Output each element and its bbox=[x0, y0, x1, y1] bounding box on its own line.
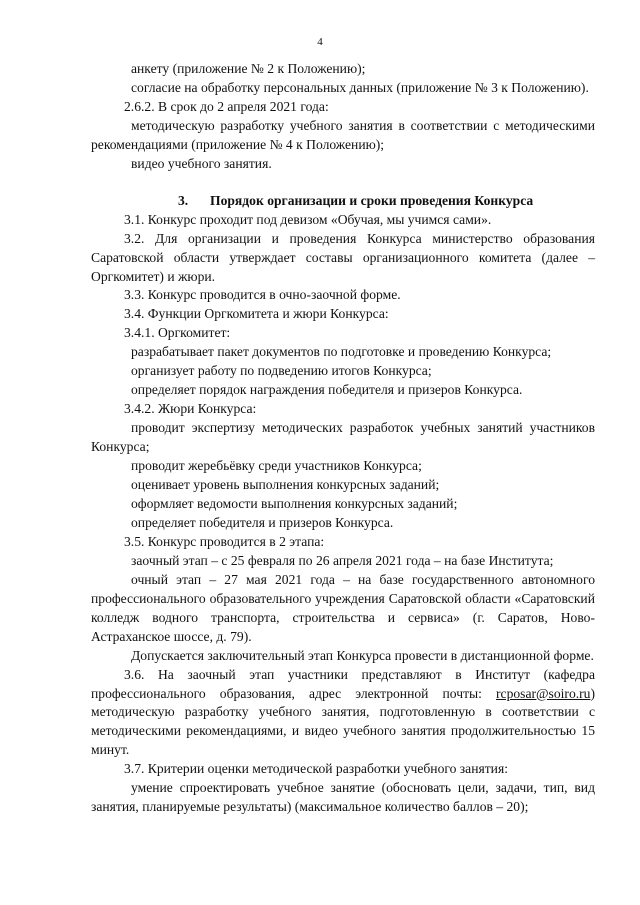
paragraph: 2.6.2. В срок до 2 апреля 2021 года: bbox=[124, 98, 329, 114]
paragraph: Допускается заключительный этап Конкурса провести в дистанционной форме. bbox=[131, 647, 594, 663]
paragraph: очный этап – 27 мая 2021 года – на базе государственного автономного профессионального образовательного учреждения Саратовской области «Саратовский колледж водного транспорта, строительства и сервиса» (г. Саратов, Ново-Астраханское шоссе, д. 79). bbox=[91, 571, 595, 644]
paragraph: определяет порядок награждения победителя и призеров Конкурса. bbox=[131, 382, 523, 398]
paragraph: определяет победителя и призеров Конкурса. bbox=[131, 514, 394, 530]
paragraph: оценивает уровень выполнения конкурсных заданий; bbox=[131, 477, 440, 493]
paragraph: 3.3. Конкурс проводится в очно-заочной форме. bbox=[124, 287, 401, 303]
paragraph: 3.1. Конкурс проходит под девизом «Обучая, мы учимся сами». bbox=[124, 211, 492, 227]
paragraph: 3.4.1. Оргкомитет: bbox=[124, 325, 231, 341]
paragraph: разрабатывает пакет документов по подготовке и проведению Конкурса; bbox=[131, 344, 552, 360]
section-heading-title: Порядок организации и сроки проведения Конкурса bbox=[210, 192, 534, 208]
page-number: 4 bbox=[317, 36, 323, 48]
section-heading bbox=[91, 192, 595, 211]
section-heading-number: 3. bbox=[178, 192, 189, 208]
paragraph-3-6 bbox=[91, 666, 595, 761]
paragraph: 3.4.2. Жюри Конкурса: bbox=[124, 401, 257, 417]
paragraph: проводит экспертизу методических разработок учебных занятий участников Конкурса; bbox=[91, 420, 595, 455]
paragraph: 3.7. Критерии оценки методической разработки учебного занятия: bbox=[124, 761, 508, 777]
page-content bbox=[91, 60, 595, 817]
paragraph: проводит жеребьёвку среди участников Конкурса; bbox=[131, 458, 422, 474]
paragraph: организует работу по подведению итогов Конкурса; bbox=[131, 363, 432, 379]
paragraph: заочный этап – с 25 февраля по 26 апреля 2021 года – на базе Института; bbox=[131, 552, 554, 568]
paragraph: 3.2. Для организации и проведения Конкурса министерство образования Саратовской области утверждает составы организационного комитета (далее – Оргкомитет) и жюри. bbox=[91, 230, 595, 284]
paragraph: оформляет ведомости выполнения конкурсных заданий; bbox=[131, 495, 458, 511]
paragraph: методическую разработку учебного занятия в соответствии с методическими рекомендациями (приложение № 4 к Положению); bbox=[91, 117, 595, 152]
paragraph: анкету (приложение № 2 к Положению); bbox=[131, 61, 366, 76]
paragraph: умение спроектировать учебное занятие (обосновать цели, задачи, тип, вид занятия, планируемые результаты) (максимальное количество баллов – 20); bbox=[91, 780, 595, 815]
paragraph: согласие на обработку персональных данных (приложение № 3 к Положению). bbox=[131, 79, 589, 95]
paragraph: видео учебного занятия. bbox=[131, 155, 272, 171]
paragraph-3-6-end: ) методическую разработку учебного занятия, подготовленную в соответствии с методическими рекомендациями, и видео учебного занятия продолжительностью 15 минут. bbox=[91, 685, 595, 758]
email-link[interactable]: rcposar@soiro.ru bbox=[496, 685, 591, 701]
paragraph: 3.4. Функции Оргкомитета и жюри Конкурса: bbox=[124, 306, 389, 322]
paragraph-3-6-start: 3.6. На заочный этап участники представляют в Институт (кафедра профессионального образования, адрес электронной почты: bbox=[91, 666, 595, 701]
paragraph: 3.5. Конкурс проводится в 2 этапа: bbox=[124, 533, 325, 549]
